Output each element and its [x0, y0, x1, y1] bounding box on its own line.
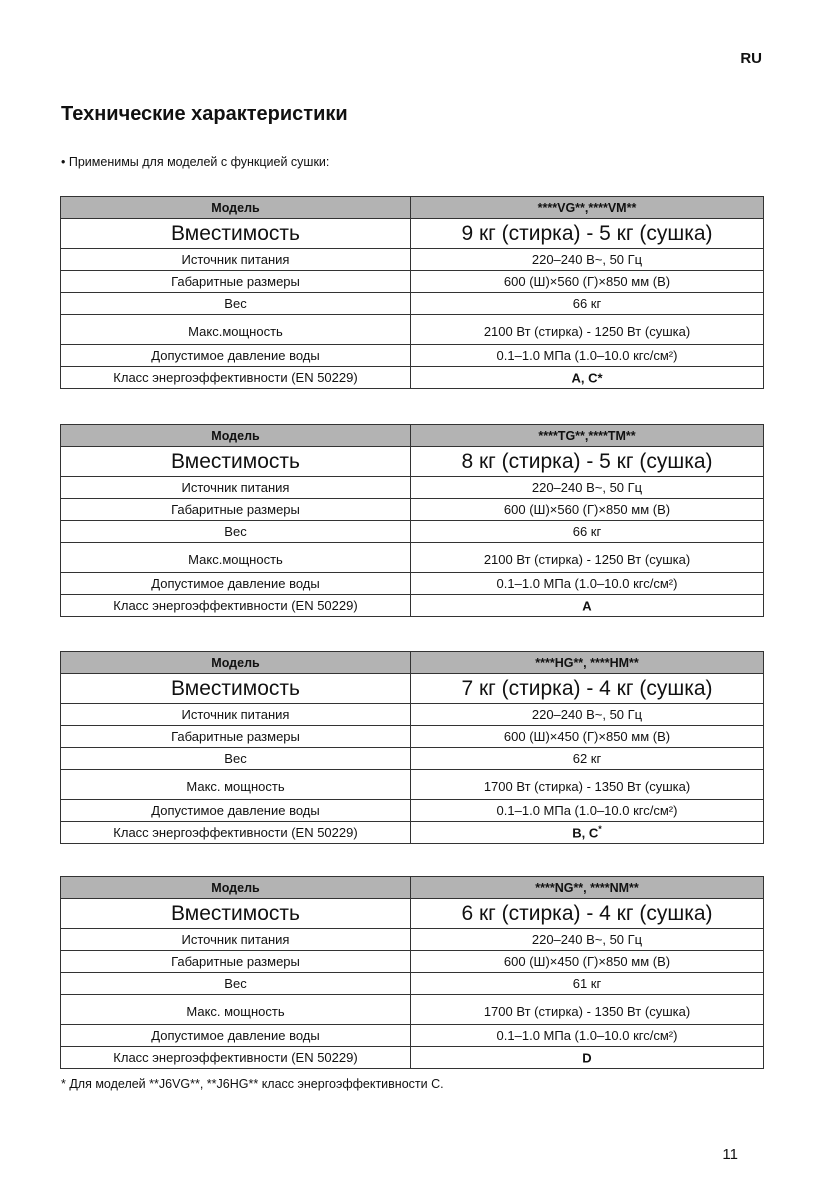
- energy-class-text: A, C*: [571, 370, 603, 386]
- table-header-row: [61, 197, 764, 219]
- table-row: [61, 499, 764, 521]
- power-supply-label: Источник питания: [61, 249, 411, 271]
- max-power-value: 1700 Вт (стирка) - 1350 Вт (сушка): [411, 995, 764, 1025]
- weight-label: Вес: [61, 293, 411, 315]
- spec-table-2: [60, 424, 764, 617]
- table-row: [61, 1025, 764, 1047]
- dimensions-label: Габаритные размеры: [61, 726, 411, 748]
- energy-class-value: [411, 1047, 764, 1069]
- dimensions-value: 600 (Ш)×450 (Г)×850 мм (В): [411, 726, 764, 748]
- table-row: [61, 822, 764, 844]
- capacity-value: 6 кг (стирка) - 4 кг (сушка): [411, 899, 764, 929]
- table-row: [61, 447, 764, 477]
- model-value: ****HG**, ****HM**: [411, 652, 764, 674]
- model-label: Модель: [61, 425, 411, 447]
- table-row: [61, 800, 764, 822]
- table-header-row: [61, 425, 764, 447]
- max-power-value: 2100 Вт (стирка) - 1250 Вт (сушка): [411, 543, 764, 573]
- table-row: [61, 219, 764, 249]
- model-label: Модель: [61, 652, 411, 674]
- table-row: [61, 899, 764, 929]
- table-row: [61, 951, 764, 973]
- water-pressure-label: Допустимое давление воды: [61, 1025, 411, 1047]
- energy-class-text: A: [582, 598, 592, 614]
- max-power-label: Макс.мощность: [61, 315, 411, 345]
- spec-table-3: [60, 651, 764, 844]
- max-power-label: Макс.мощность: [61, 543, 411, 573]
- spec-table-4: [60, 876, 764, 1069]
- table-row: [61, 271, 764, 293]
- water-pressure-value: 0.1–1.0 МПа (1.0–10.0 кгс/см²): [411, 800, 764, 822]
- model-value: ****VG**,****VM**: [411, 197, 764, 219]
- energy-class-footnote-mark: *: [598, 824, 602, 835]
- page-title: Технические характеристики: [61, 103, 348, 125]
- dimensions-value: 600 (Ш)×560 (Г)×850 мм (В): [411, 499, 764, 521]
- dimensions-label: Габаритные размеры: [61, 499, 411, 521]
- water-pressure-label: Допустимое давление воды: [61, 573, 411, 595]
- table-row: [61, 674, 764, 704]
- weight-label: Вес: [61, 521, 411, 543]
- page-number: 11: [722, 1146, 738, 1163]
- model-value: ****TG**,****TM**: [411, 425, 764, 447]
- model-label: Модель: [61, 877, 411, 899]
- weight-label: Вес: [61, 748, 411, 770]
- energy-class-text: B, C: [572, 825, 599, 841]
- water-pressure-value: 0.1–1.0 МПа (1.0–10.0 кгс/см²): [411, 573, 764, 595]
- dimensions-label: Габаритные размеры: [61, 951, 411, 973]
- table-row: [61, 345, 764, 367]
- power-supply-value: 220–240 В~, 50 Гц: [411, 929, 764, 951]
- weight-value: 61 кг: [411, 973, 764, 995]
- model-label: Модель: [61, 197, 411, 219]
- table-header-row: [61, 652, 764, 674]
- table-row: [61, 973, 764, 995]
- weight-label: Вес: [61, 973, 411, 995]
- table-row: [61, 293, 764, 315]
- energy-class-label: Класс энергоэффективности (EN 50229): [61, 367, 411, 389]
- table-row: [61, 595, 764, 617]
- power-supply-value: 220–240 В~, 50 Гц: [411, 704, 764, 726]
- table-row: [61, 249, 764, 271]
- table-row: [61, 748, 764, 770]
- table-row: [61, 1047, 764, 1069]
- table-row: [61, 726, 764, 748]
- table-row: [61, 543, 764, 573]
- table-row: [61, 367, 764, 389]
- capacity-value: 7 кг (стирка) - 4 кг (сушка): [411, 674, 764, 704]
- table-row: [61, 573, 764, 595]
- capacity-value: 8 кг (стирка) - 5 кг (сушка): [411, 447, 764, 477]
- capacity-label: Вместимость: [61, 899, 411, 929]
- max-power-label: Макс. мощность: [61, 995, 411, 1025]
- table-row: [61, 704, 764, 726]
- table-header-row: [61, 877, 764, 899]
- energy-class-value: [411, 822, 764, 844]
- table-row: [61, 521, 764, 543]
- energy-class-text: D: [582, 1050, 592, 1066]
- capacity-value: 9 кг (стирка) - 5 кг (сушка): [411, 219, 764, 249]
- capacity-label: Вместимость: [61, 674, 411, 704]
- weight-value: 66 кг: [411, 293, 764, 315]
- max-power-value: 2100 Вт (стирка) - 1250 Вт (сушка): [411, 315, 764, 345]
- power-supply-label: Источник питания: [61, 704, 411, 726]
- weight-value: 62 кг: [411, 748, 764, 770]
- table-row: [61, 770, 764, 800]
- water-pressure-label: Допустимое давление воды: [61, 800, 411, 822]
- table-row: [61, 929, 764, 951]
- energy-class-label: Класс энергоэффективности (EN 50229): [61, 1047, 411, 1069]
- water-pressure-label: Допустимое давление воды: [61, 345, 411, 367]
- capacity-label: Вместимость: [61, 219, 411, 249]
- dimensions-label: Габаритные размеры: [61, 271, 411, 293]
- water-pressure-value: 0.1–1.0 МПа (1.0–10.0 кгс/см²): [411, 1025, 764, 1047]
- power-supply-value: 220–240 В~, 50 Гц: [411, 477, 764, 499]
- model-value: ****NG**, ****NM**: [411, 877, 764, 899]
- power-supply-label: Источник питания: [61, 477, 411, 499]
- power-supply-value: 220–240 В~, 50 Гц: [411, 249, 764, 271]
- energy-class-value: [411, 367, 764, 389]
- capacity-label: Вместимость: [61, 447, 411, 477]
- table-row: [61, 995, 764, 1025]
- applicability-note: • Применимы для моделей с функцией сушки:: [61, 155, 330, 169]
- dimensions-value: 600 (Ш)×560 (Г)×850 мм (В): [411, 271, 764, 293]
- energy-class-value: [411, 595, 764, 617]
- water-pressure-value: 0.1–1.0 МПа (1.0–10.0 кгс/см²): [411, 345, 764, 367]
- max-power-label: Макс. мощность: [61, 770, 411, 800]
- table-row: [61, 315, 764, 345]
- max-power-value: 1700 Вт (стирка) - 1350 Вт (сушка): [411, 770, 764, 800]
- weight-value: 66 кг: [411, 521, 764, 543]
- footnote: * Для моделей **J6VG**, **J6HG** класс энергоэффективности C.: [61, 1077, 444, 1091]
- spec-table-1: [60, 196, 764, 389]
- power-supply-label: Источник питания: [61, 929, 411, 951]
- language-code: RU: [740, 50, 762, 67]
- dimensions-value: 600 (Ш)×450 (Г)×850 мм (В): [411, 951, 764, 973]
- energy-class-label: Класс энергоэффективности (EN 50229): [61, 595, 411, 617]
- table-row: [61, 477, 764, 499]
- energy-class-label: Класс энергоэффективности (EN 50229): [61, 822, 411, 844]
